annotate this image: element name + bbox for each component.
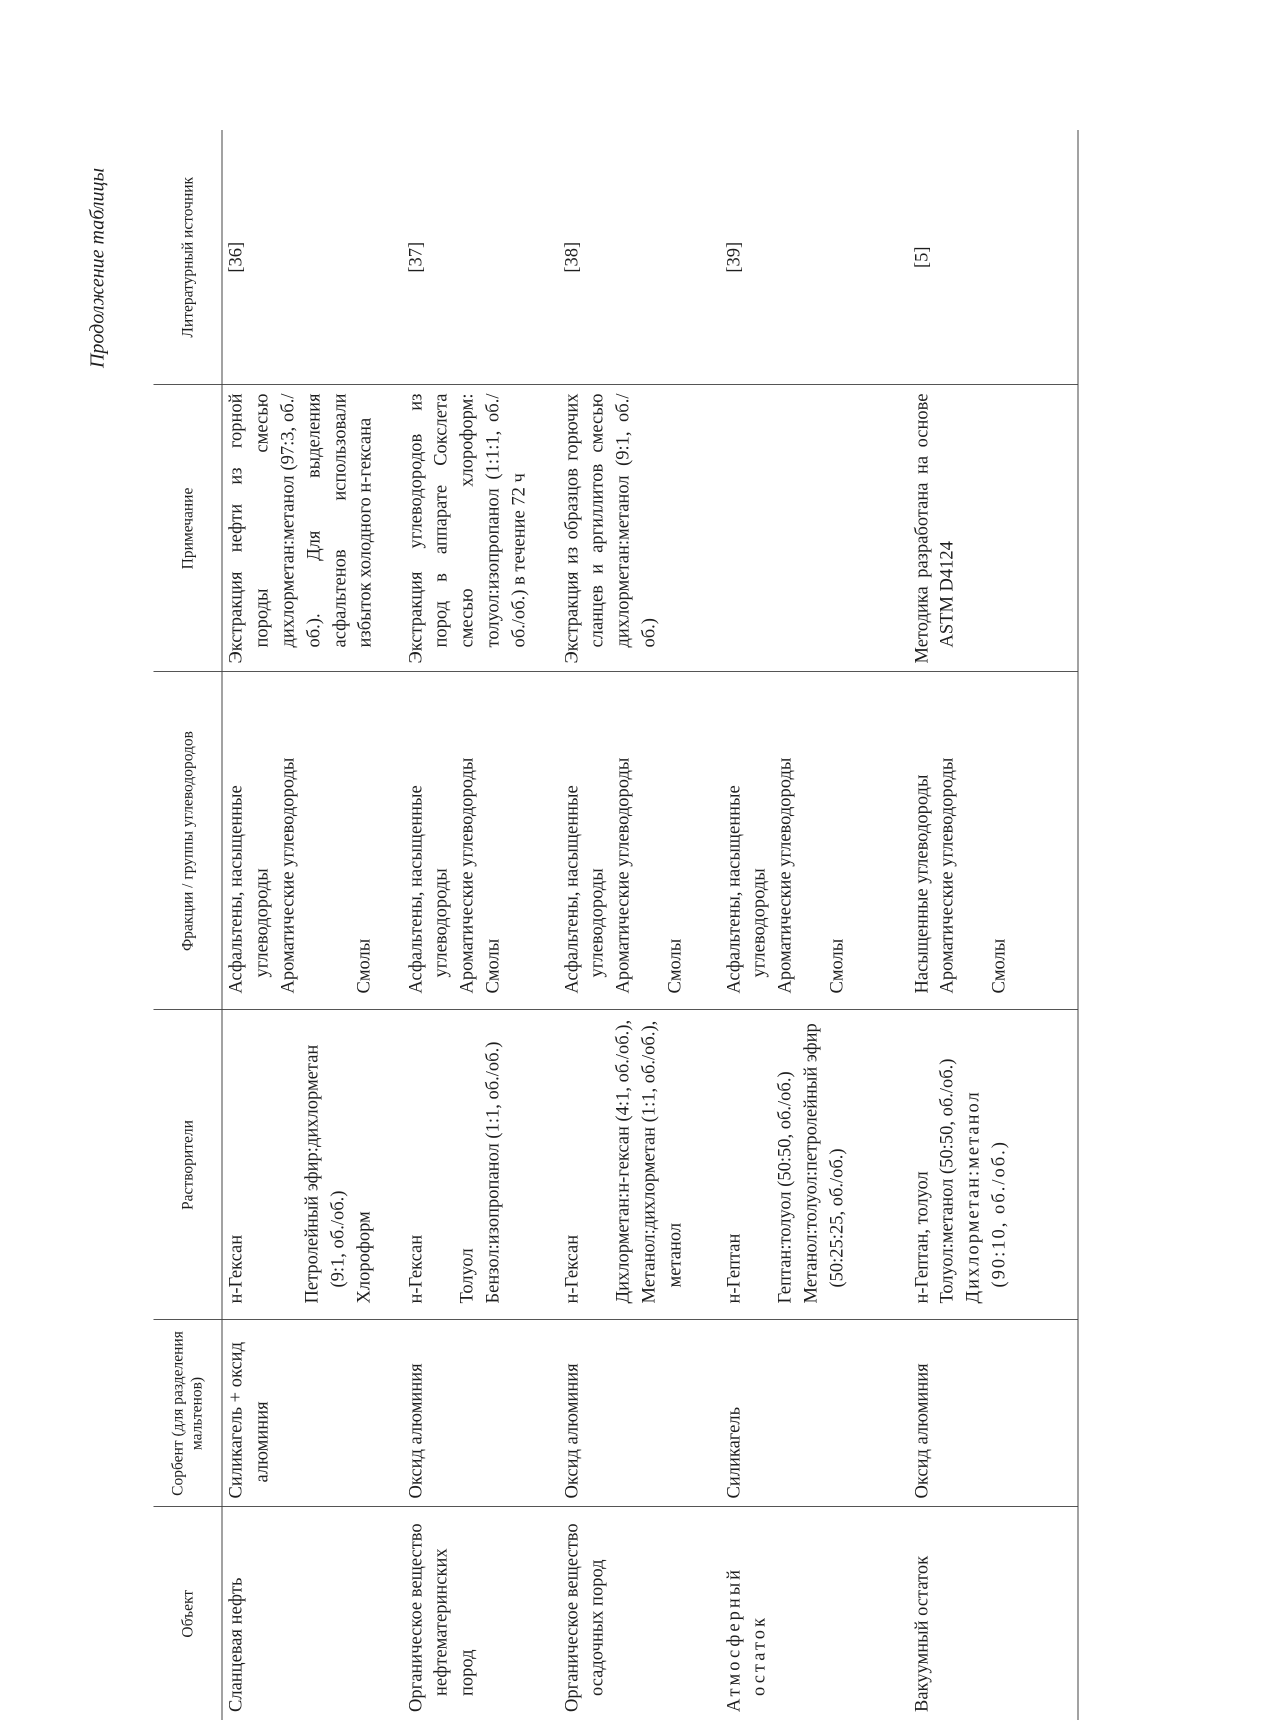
solvent-item: Петролейный эфир:дихлорметан (9:1, об./об.) xyxy=(302,1044,349,1304)
cell-fractions xyxy=(402,672,558,1010)
cell-note: Методика разработана на основе ASTM D4124 xyxy=(908,385,1078,672)
table-row xyxy=(908,130,1078,1720)
solvent-item: Дихлорметан:н-гексан (4:1, об./об.), xyxy=(613,1019,634,1304)
cell-solvents xyxy=(720,1010,908,1320)
header-note: Примечание xyxy=(154,385,223,672)
cell-sorbent: Силикагель xyxy=(720,1320,908,1507)
fraction-item: Смолы xyxy=(827,938,848,994)
cell-reference: [37] xyxy=(402,130,558,385)
cell-solvents xyxy=(558,1010,720,1320)
cell-note: Экстракция нефти из горной породы смесью дихлорметан:метанол (97:3, об./об.). Для выделения асфальтенов использовали избыток холодного н-гексана xyxy=(222,385,402,672)
solvent-item: н-Гексан xyxy=(562,1234,582,1304)
cell-fractions xyxy=(222,672,402,1010)
header-fractions: Фракции / группы углеводородов xyxy=(154,672,223,1010)
cell-solvents xyxy=(908,1010,1078,1320)
cell-reference: [38] xyxy=(558,130,720,385)
solvent-item: Метанол:дихлорметан (1:1, об./об.), метанол xyxy=(639,1020,686,1304)
solvent-item: Толуол:метанол (50:50, об./об.) xyxy=(937,1058,958,1304)
cell-solvents xyxy=(402,1010,558,1320)
solvent-item: Гептан:толуол (50:50, об./об.) xyxy=(775,1071,796,1304)
table-header-row xyxy=(154,130,223,1720)
table-row xyxy=(720,130,908,1720)
solvent-item: н-Гексан xyxy=(406,1234,426,1304)
fraction-item: Смолы xyxy=(483,938,504,994)
fraction-item: Ароматические углеводороды xyxy=(457,757,478,994)
cell-sorbent: Силикагель + оксид алюминия xyxy=(222,1320,402,1507)
solvent-item: н-Гептан, толуол xyxy=(912,1171,932,1304)
header-solvents: Растворители xyxy=(154,1010,223,1320)
rotated-table-container xyxy=(154,130,1117,1720)
cell-fractions xyxy=(720,672,908,1010)
cell-reference: [36] xyxy=(222,130,402,385)
cell-fractions xyxy=(908,672,1078,1010)
solvent-item: Метанол:толуол:петролейный эфир (50:25:25, об./об.) xyxy=(801,1023,848,1304)
fraction-item: Асфальтены, насыщенные углеводороды xyxy=(226,785,273,994)
fraction-item: Ароматические углеводороды xyxy=(937,757,958,994)
solvent-item: Дихлорметан:метанол (90:10, об./об.) xyxy=(963,1090,1010,1304)
table-row xyxy=(402,130,558,1720)
cell-reference: [5] xyxy=(908,130,1078,385)
fraction-item: Насыщенные углеводороды xyxy=(912,774,932,994)
data-table xyxy=(154,130,1079,1720)
table-row xyxy=(222,130,402,1720)
header-sorbent: Сорбент (для разделения мальтенов) xyxy=(154,1320,223,1507)
cell-object: Вакуумный остаток xyxy=(908,1507,1078,1720)
cell-object: Сланцевая нефть xyxy=(226,1577,247,1712)
cell-object: Органическое вещество осадочных пород xyxy=(562,1523,608,1712)
cell-object: Органическое вещество нефтематеринских пород xyxy=(406,1523,478,1712)
solvent-item: н-Гексан xyxy=(226,1234,247,1304)
table-caption: Продолжение таблицы xyxy=(86,167,109,369)
fraction-item: Смолы xyxy=(989,938,1010,994)
fraction-item: Смолы xyxy=(354,938,375,994)
cell-note xyxy=(720,385,908,672)
fraction-item: Асфальтены, насыщенные углеводороды xyxy=(562,785,608,994)
cell-reference: [39] xyxy=(720,130,908,385)
fraction-item: Смолы xyxy=(665,938,686,994)
cell-solvents xyxy=(222,1010,402,1320)
header-reference: Литературный источник xyxy=(154,130,223,385)
fraction-item: Асфальтены, насыщенные углеводороды xyxy=(724,785,770,994)
solvent-item: н-Гептан xyxy=(724,1233,744,1304)
cell-object: Атмосферный остаток xyxy=(724,1566,770,1712)
solvent-item: Толуол xyxy=(457,1248,478,1304)
cell-fractions xyxy=(558,672,720,1010)
fraction-item: Ароматические углеводороды xyxy=(775,757,796,994)
cell-sorbent: Оксид алюминия xyxy=(908,1320,1078,1507)
cell-sorbent: Оксид алюминия xyxy=(402,1320,558,1507)
cell-note: Экстракция из образцов горючих сланцев и аргиллитов смесью дихлорметан:метанол (9:1, об./об.) xyxy=(558,385,720,672)
table-row xyxy=(558,130,720,1720)
cell-sorbent: Оксид алюминия xyxy=(558,1320,720,1507)
solvent-item: Хлороформ xyxy=(354,1211,375,1304)
fraction-item: Ароматические углеводороды xyxy=(613,757,634,994)
cell-note: Экстракция углеводородов из пород в аппарате Сокслета смесью хлороформ: толуол:изопропанол (1:1:1, об./об./об.) в течение 72 ч xyxy=(402,385,558,672)
header-object: Объект xyxy=(154,1507,223,1720)
fraction-item: Асфальтены, насыщенные углеводороды xyxy=(406,785,452,994)
fraction-item: Ароматические углеводороды xyxy=(278,757,299,994)
solvent-item: Бензол:изопропанол (1:1, об./об.) xyxy=(483,1041,504,1304)
